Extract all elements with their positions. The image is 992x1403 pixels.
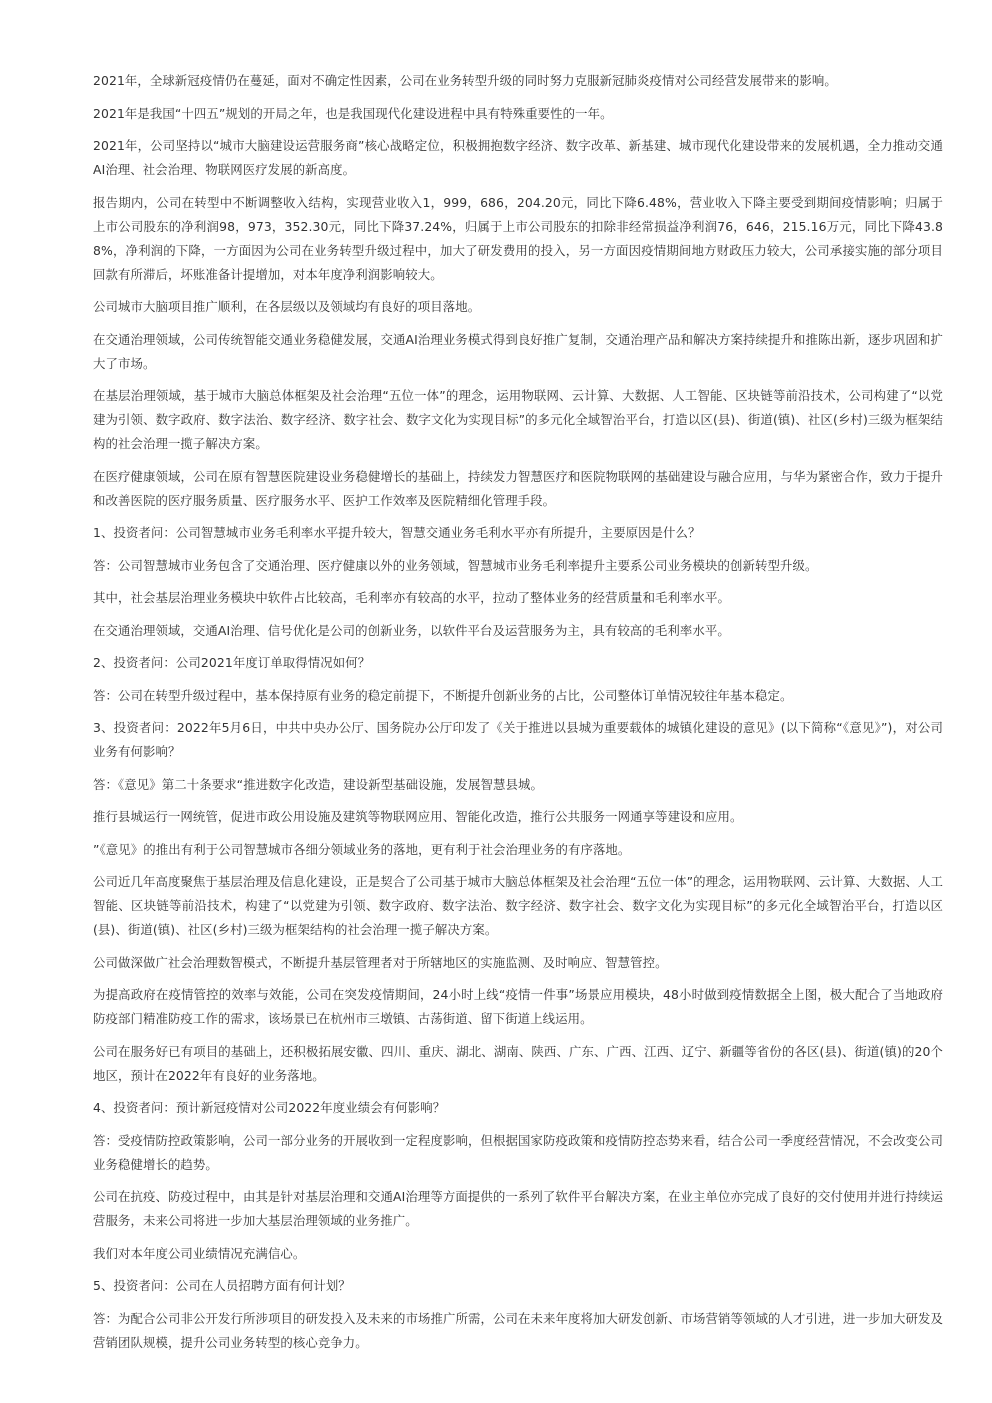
paragraph-7: 在基层治理领域，基于城市大脑总体框架及社会治理“五位一体”的理念，运用物联网、云计算、大数据、人工智能、区块链等前沿技术，公司构建了“以党建为引领、数字政府、数字法治、数字经济、数字社会、数字文化为实现目标”的多元化全域智治平台，打造以区(县)、街道(镇)、社区(乡村)三级为框架结构的社会治理一揽子解决方案。 [93,388,943,451]
paragraph-8: 在医疗健康领域，公司在原有智慧医院建设业务稳健增长的基础上，持续发力智慧医疗和医院物联网的基础建设与融合应用，与华为紧密合作，致力于提升和改善医院的医疗服务质量、医疗服务水平、医护工作效率及医院精细化管理手段。 [93,468,943,508]
paragraph-20: 公司做深做广社会治理数智模式，不断提升基层管理者对于所辖地区的实施监测、及时响应、智慧管控。 [93,954,668,970]
document-body [93,69,943,1363]
answer-2: 答：公司在转型升级过程中，基本保持原有业务的稳定前提下，不断提升创新业务的占比，公司整体订单情况较往年基本稳定。 [93,687,793,703]
paragraph-19: 公司近几年高度聚焦于基层治理及信息化建设，正是契合了公司基于城市大脑总体框架及社会治理“五位一体”的理念，运用物联网、云计算、大数据、人工智能、区块链等前沿技术，构建了“以党建为引领、数字政府、数字法治、数字经济、数字社会、数字文化为实现目标”的多元化全域智治平台，打造以区(县)、街道(镇)、社区(乡村)三级为框架结构的社会治理一揽子解决方案。 [93,874,943,937]
paragraph-4: 报告期内，公司在转型中不断调整收入结构，实现营业收入1，999，686，204.20元，同比下降6.48%，营业收入下降主要受到期间疫情影响；归属于上市公司股东的净利润98，973，352.30元，同比下降37.24%，归属于上市公司股东的扣除非经常损益净利润76，646，215.16万元，同比下降43.88%，净利润的下降，一方面因为公司在业务转型升级过程中，加大了研发费用的投入，另一方面因疫情期间地方财政压力较大，公司承接实施的部分项目回款有所滞后，坏账准备计提增加，对本年度净利润影响较大。 [93,194,943,282]
question-3: 3、投资者问：2022年5月6日，中共中央办公厅、国务院办公厅印发了《关于推进以县城为重要载体的城镇化建设的意见》(以下简称“《意见》”)，对公司业务有何影响？ [93,720,943,759]
paragraph-25: 公司在抗疫、防疫过程中，由其是针对基层治理和交通AI治理等方面提供的一系列了软件平台解决方案，在业主单位亦完成了良好的交付使用并进行持续运营服务，未来公司将进一步加大基层治理领域的业务推广。 [93,1189,943,1228]
paragraph-1: 2021年，全球新冠疫情仍在蔓延，面对不确定性因素，公司在业务转型升级的同时努力克服新冠肺炎疫情对公司经营发展带来的影响。 [93,73,837,88]
question-5: 5、投资者问：公司在人员招聘方面有何计划？ [93,1278,351,1293]
question-1: 1、投资者问：公司智慧城市业务毛利率水平提升较大，智慧交通业务毛利水平亦有所提升，主要原因是什么？ [93,525,701,540]
paragraph-18: ”《意见》的推出有利于公司智慧城市各细分领域业务的落地，更有利于社会治理业务的有序落地。 [93,841,631,857]
answer-5: 答：为配合公司非公开发行所涉项目的研发投入及未来的市场推广所需，公司在未来年度将加大研发创新、市场营销等领域的人才引进，进一步加大研发及营销团队规模，提升公司业务转型的核心竞争力。 [93,1310,943,1350]
paragraph-6: 在交通治理领域，公司传统智能交通业务稳健发展，交通AI治理业务模式得到良好推广复制，交通治理产品和解决方案持续提升和推陈出新，逐步巩固和扩大了市场。 [93,331,943,371]
answer-4: 答：受疫情防控政策影响，公司一部分业务的开展收到一定程度影响，但根据国家防疫政策和疫情防控态势来看，结合公司一季度经营情况，不会改变公司业务稳健增长的趋势。 [93,1132,943,1172]
answer-3: 答：《意见》第二十条要求“推进数字化改造，建设新型基础设施，发展智慧县城。 [93,776,543,792]
question-2: 2、投资者问：公司2021年度订单取得情况如何？ [93,655,371,670]
paragraph-26: 我们对本年度公司业绩情况充满信心。 [93,1245,306,1261]
paragraph-17: 推行县城运行一网统管，促进市政公用设施及建筑等物联网应用、智能化改造，推行公共服务一网通享等建设和应用。 [93,809,743,824]
question-4: 4、投资者问：预计新冠疫情对公司2022年度业绩会有何影响？ [93,1100,446,1115]
paragraph-2: 2021年是我国“十四五”规划的开局之年，也是我国现代化建设进程中具有特殊重要性的一年。 [93,105,613,121]
paragraph-11: 其中，社会基层治理业务模块中软件占比较高，毛利率亦有较高的水平，拉动了整体业务的经营质量和毛利率水平。 [93,590,731,605]
paragraph-3: 2021年，公司坚持以“城市大脑建设运营服务商”核心战略定位，积极拥抱数字经济、数字改革、新基建、城市现代化建设带来的发展机遇，全力推动交通AI治理、社会治理、物联网医疗发展的新高度。 [93,138,943,177]
paragraph-5: 公司城市大脑项目推广顺利，在各层级以及领域均有良好的项目落地。 [93,299,481,314]
paragraph-12: 在交通治理领域，交通AI治理、信号优化是公司的创新业务，以软件平台及运营服务为主，具有较高的毛利率水平。 [93,622,730,638]
paragraph-21: 为提高政府在疫情管控的效率与效能，公司在突发疫情期间，24小时上线“疫情一件事”场景应用模块，48小时做到疫情数据全上图，极大配合了当地政府防疫部门精准防疫工作的需求，该场景已在杭州市三墩镇、古荡街道、留下街道上线运用。 [93,987,943,1026]
answer-1: 答：公司智慧城市业务包含了交通治理、医疗健康以外的业务领域，智慧城市业务毛利率提升主要系公司业务模块的创新转型升级。 [93,557,818,573]
paragraph-22: 公司在服务好已有项目的基础上，还积极拓展安徽、四川、重庆、湖北、湖南、陕西、广东、广西、江西、辽宁、新疆等省份的各区(县)、街道(镇)的20个地区，预计在2022年有良好的业务落地。 [93,1043,943,1083]
